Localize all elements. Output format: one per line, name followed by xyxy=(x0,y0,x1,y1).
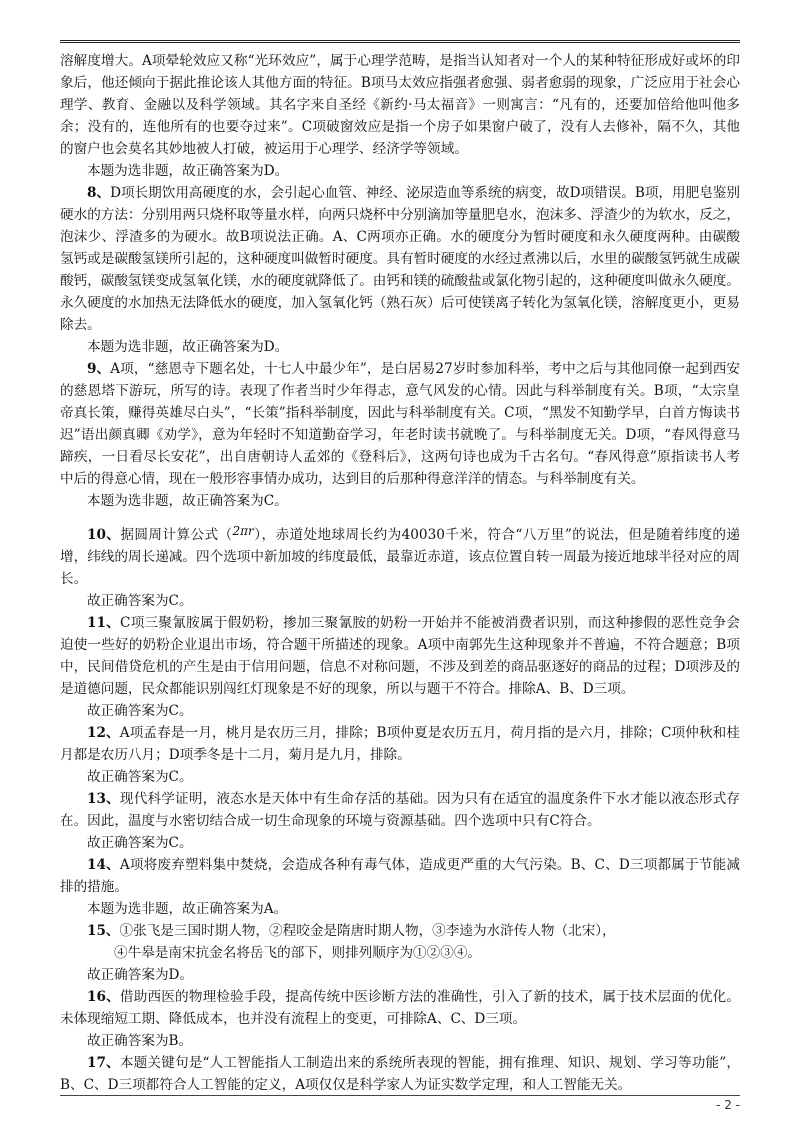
document-body xyxy=(60,50,740,1096)
question-17: 17、本题关键句是“人工智能指人工制造出来的系统所表现的智能，拥有推理、知识、规划、学习等功能”，B、C、D三项都符合人工智能的定义，A项仅仅是科学家人为证实数学定理，和人工智能无关。 xyxy=(60,1055,740,1093)
question-number: 14、 xyxy=(87,857,120,873)
footer-rule xyxy=(60,1095,740,1096)
question-number: 9、 xyxy=(87,361,111,377)
question-15: 15、①张飞是三国时期人物，②程咬金是隋唐时期人物，③李逵为水浒传人物（北宋）， xyxy=(87,923,616,939)
circumference-formula: 2πr xyxy=(232,524,254,538)
question-number: 16、 xyxy=(87,989,120,1005)
question-11: 11、C项三聚氰胺属于假奶粉，掺加三聚氰胺的奶粉一开始并不能被消费者识别，而这种掺假的恶性竞争会迫使一些好的奶粉企业退出市场，符合题干所描述的现象。A项中南郭先生这种现象并不普遍，不符合题意；B项中，民间借贷危机的产生是由于信用问题，信息不对称问题，不涉及到差的商品驱逐好的商品的过程；D项涉及的是道德问题，民众都能识别闯红灯现象是不好的现象，所以与题干不符合。排除A、B、D三项。 xyxy=(60,615,740,697)
question-number: 13、 xyxy=(87,791,120,807)
answer-line: 故正确答案为C。 xyxy=(87,703,193,719)
answer-line: 故正确答案为B。 xyxy=(87,1033,193,1049)
answer-line: 本题为选非题，故正确答案为D。 xyxy=(87,163,289,179)
question-13: 13、现代科学证明，液态水是天体中有生命存活的基础。因为只有在适宜的温度条件下水才能以液态形式存在。因此，温度与水密切结合成一切生命现象的环境与资源基础。四个选项中只有C符合。 xyxy=(60,791,741,829)
question-8: 8、D项长期饮用高硬度的水，会引起心血管、神经、泌尿造血等系统的病变，故D项错误。B项，用肥皂鉴别硬水的方法：分别用两只烧杯取等量水样，向两只烧杯中分别滴加等量肥皂水，泡沫多、浮渣少的为软水，反之，泡沫少、浮渣多的为硬水。故B项说法正确。A、C两项亦正确。水的硬度分为暂时硬度和永久硬度两种。由碳酸氢钙或是碳酸氢镁所引起的，这种硬度叫做暂时硬度。具有暂时硬度的水经过煮沸以后，水里的碳酸氢钙就生成碳酸钙，碳酸氢镁变成氢氧化镁，水的硬度就降低了。由钙和镁的硫酸盐或氯化物引起的，这种硬度叫做永久硬度。永久硬度的水加热无法降低水的硬度，加入氢氧化钙（熟石灰）后可使镁离子转化为氢氧化镁，溶解度更小，更易除去。 xyxy=(60,185,740,333)
question-16: 16、借助西医的物理检验手段，提高传统中医诊断方法的准确性，引入了新的技术，属于技术层面的优化。未体现缩短工期、降低成本，也并没有流程上的变更，可排除A、C、D三项。 xyxy=(60,989,741,1027)
question-number: 12、 xyxy=(87,725,120,741)
question-number: 8、 xyxy=(87,185,111,201)
question-9: 9、A项，“慈恩寺下题名处，十七人中最少年”，是白居易27岁时参加科举，考中之后与其他同僚一起到西安的慈恩塔下游玩，所写的诗。表现了作者当时少年得志，意气风发的心情。因此与科举制度有关。B项，“太宗皇帝真长策，赚得英雄尽白头”，“长策”指科举制度，因此与科举制度有关。C项，“黑发不知勤学早，白首方悔读书迟”语出颜真卿《劝学》，意为年轻时不知道勤奋学习，年老时读书就晚了。与科举制度无关。D项，“春风得意马蹄疾，一日看尽长安花”，出自唐朝诗人孟郊的《登科后》，这两句诗也成为千古名句。“春风得意”原指读书人考中后的得意心情，现在一般形容事情办成功，达到目的后那种得意洋洋的情态。与科举制度有关。 xyxy=(60,361,740,487)
question-number: 15、 xyxy=(87,923,120,939)
answer-line: 故正确答案为D。 xyxy=(87,967,194,983)
answer-line: 本题为选非题，故正确答案为C。 xyxy=(87,493,288,509)
page-number: - 2 - xyxy=(716,1098,740,1112)
question-15-continued: ④牛皋是南宋抗金名将岳飞的部下，则排列顺序为①②③④。 xyxy=(114,945,482,961)
question-14: 14、A项将废弃塑料集中焚烧，会造成各种有毒气体，造成更严重的大气污染。B、C、D三项都属于节能减排的措施。 xyxy=(60,857,740,895)
answer-line: 本题为选非题，故正确答案为D。 xyxy=(87,339,289,355)
answer-line: 本题为选非题，故正确答案为A。 xyxy=(87,901,288,917)
answer-line: 故正确答案为C。 xyxy=(87,769,193,785)
question-number: 11、 xyxy=(87,615,121,631)
paragraph-p1: 溶解度增大。A项晕轮效应又称“光环效应”，属于心理学范畴，是指当认知者对一个人的某种特征形成好或坏的印象后，他还倾向于据此推论该人其他方面的特征。B项马太效应指强者愈强、弱者愈弱的现象，广泛应用于社会心理学、教育、金融以及科学领域。其名字来自圣经《新约·马太福音》一则寓言：“凡有的，还要加倍给他叫他多余；没有的，连他所有的也要夺过来”。C项破窗效应是指一个房子如果窗户破了，没有人去修补，隔不久，其他的窗户也会莫名其妙地被人打破，被运用于心理学、经济学等领域。 xyxy=(60,53,740,157)
question-12: 12、A项孟春是一月，桃月是农历三月，排除；B项仲夏是农历五月，荷月指的是六月，排除；C项仲秋和桂月都是农历八月；D项季冬是十二月，菊月是九月，排除。 xyxy=(60,725,740,763)
header-rule xyxy=(60,40,740,43)
answer-line: 故正确答案为C。 xyxy=(87,593,193,609)
question-number: 10、 xyxy=(87,527,121,543)
answer-line: 故正确答案为C。 xyxy=(87,835,193,851)
question-10: 10、据圆周计算公式（2πr），赤道处地球周长约为40030千米，符合“八万里”的说法，但是随着纬度的递增，纬线的周长递减。四个选项中新加坡的纬度最低，最靠近赤道，该点位置自转一周最为接近地球半径对应的周长。 xyxy=(60,524,741,587)
question-number: 17、 xyxy=(87,1055,120,1071)
